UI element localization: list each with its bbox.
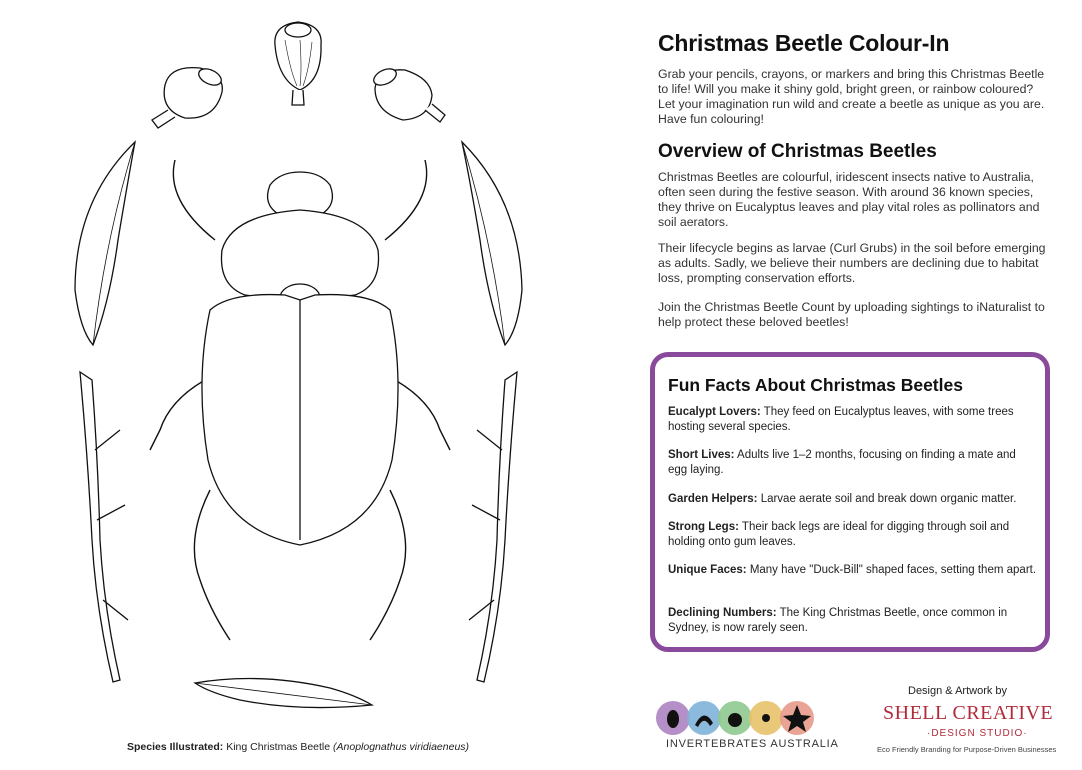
- fact-item: [668, 492, 1038, 507]
- overview-title: Overview of Christmas Beetles: [658, 141, 937, 162]
- gum-nut-left: [152, 66, 224, 128]
- fact-item: [668, 405, 1038, 434]
- overview-paragraph-3: Join the Christmas Beetle Count by uploading sightings to iNaturalist to help protect these beloved beetles!: [658, 300, 1045, 329]
- fact-text: The King Christmas Beetle, once common in Sydney, is now rarely seen.: [668, 607, 1008, 634]
- fact-item: [668, 563, 1038, 578]
- fact-item: [668, 520, 1038, 549]
- intro-paragraph: Grab your pencils, crayons, or markers and bring this Christmas Beetle to life! Will you make it shiny gold, bright green, or rainbow coloured? Let your imagination run wild and create a beetle as unique as you are. Have fun colouring!: [658, 67, 1045, 126]
- shell-creative-logo: SHELL CREATIVE: [883, 702, 1054, 724]
- caption-common: King Christmas Beetle: [226, 741, 331, 753]
- caption-scientific: (Anoplognathus viridiaeneus): [333, 741, 470, 753]
- studio-tagline: Eco Friendly Branding for Purpose-Driven Businesses: [877, 745, 1057, 754]
- page-title: Christmas Beetle Colour-In: [658, 30, 950, 56]
- design-studio-label: ·DESIGN STUDIO·: [927, 728, 1028, 739]
- design-by-label: Design & Artwork by: [908, 685, 1008, 697]
- fact-label: Short Lives:: [668, 449, 735, 461]
- fun-facts-box: [650, 352, 1050, 652]
- fact-label: Strong Legs:: [668, 521, 739, 533]
- fun-facts-title: Fun Facts About Christmas Beetles: [668, 375, 963, 395]
- fact-label: Eucalypt Lovers:: [668, 406, 761, 418]
- invertebrates-australia-label: INVERTEBRATES AUSTRALIA: [666, 738, 839, 750]
- gum-nut-right: [371, 66, 445, 122]
- fact-item: [668, 448, 1038, 477]
- fact-text: Many have "Duck-Bill" shaped faces, setting them apart.: [749, 564, 1037, 576]
- overview-paragraph-2: Their lifecycle begins as larvae (Curl Grubs) in the soil before emerging as adults. Sadly, we believe their numbers are declining due to habitat loss, prompting conservation efforts.: [658, 241, 1046, 285]
- species-caption: [127, 741, 469, 753]
- text-column: [658, 30, 1058, 329]
- fact-label: Garden Helpers:: [668, 493, 758, 505]
- invertebrates-australia-logo: [655, 693, 825, 743]
- fact-text: Adults live 1–2 months, focusing on finding a mate and egg laying.: [668, 449, 1016, 476]
- fact-item: [668, 606, 1038, 635]
- fact-label: Unique Faces:: [668, 564, 747, 576]
- fact-text: Larvae aerate soil and break down organic matter.: [760, 493, 1017, 505]
- fact-text: Their back legs are ideal for digging through soil and holding onto gum leaves.: [668, 521, 1010, 548]
- gum-nut-top: [275, 22, 321, 105]
- leaf-bottom: [195, 679, 372, 708]
- twig-left: [80, 372, 120, 682]
- fact-text: They feed on Eucalyptus leaves, with some trees hosting several species.: [668, 406, 1014, 433]
- twig-right: [477, 372, 517, 682]
- footer: [655, 685, 1075, 770]
- caption-label: Species Illustrated:: [127, 741, 224, 753]
- overview-paragraph-1: Christmas Beetles are colourful, iridescent insects native to Australia, often seen during the festive season. With around 36 known species, they thrive on Eucalyptus leaves and play vital roles as pollinators and soil aerators.: [658, 170, 1040, 229]
- fact-label: Declining Numbers:: [668, 607, 777, 619]
